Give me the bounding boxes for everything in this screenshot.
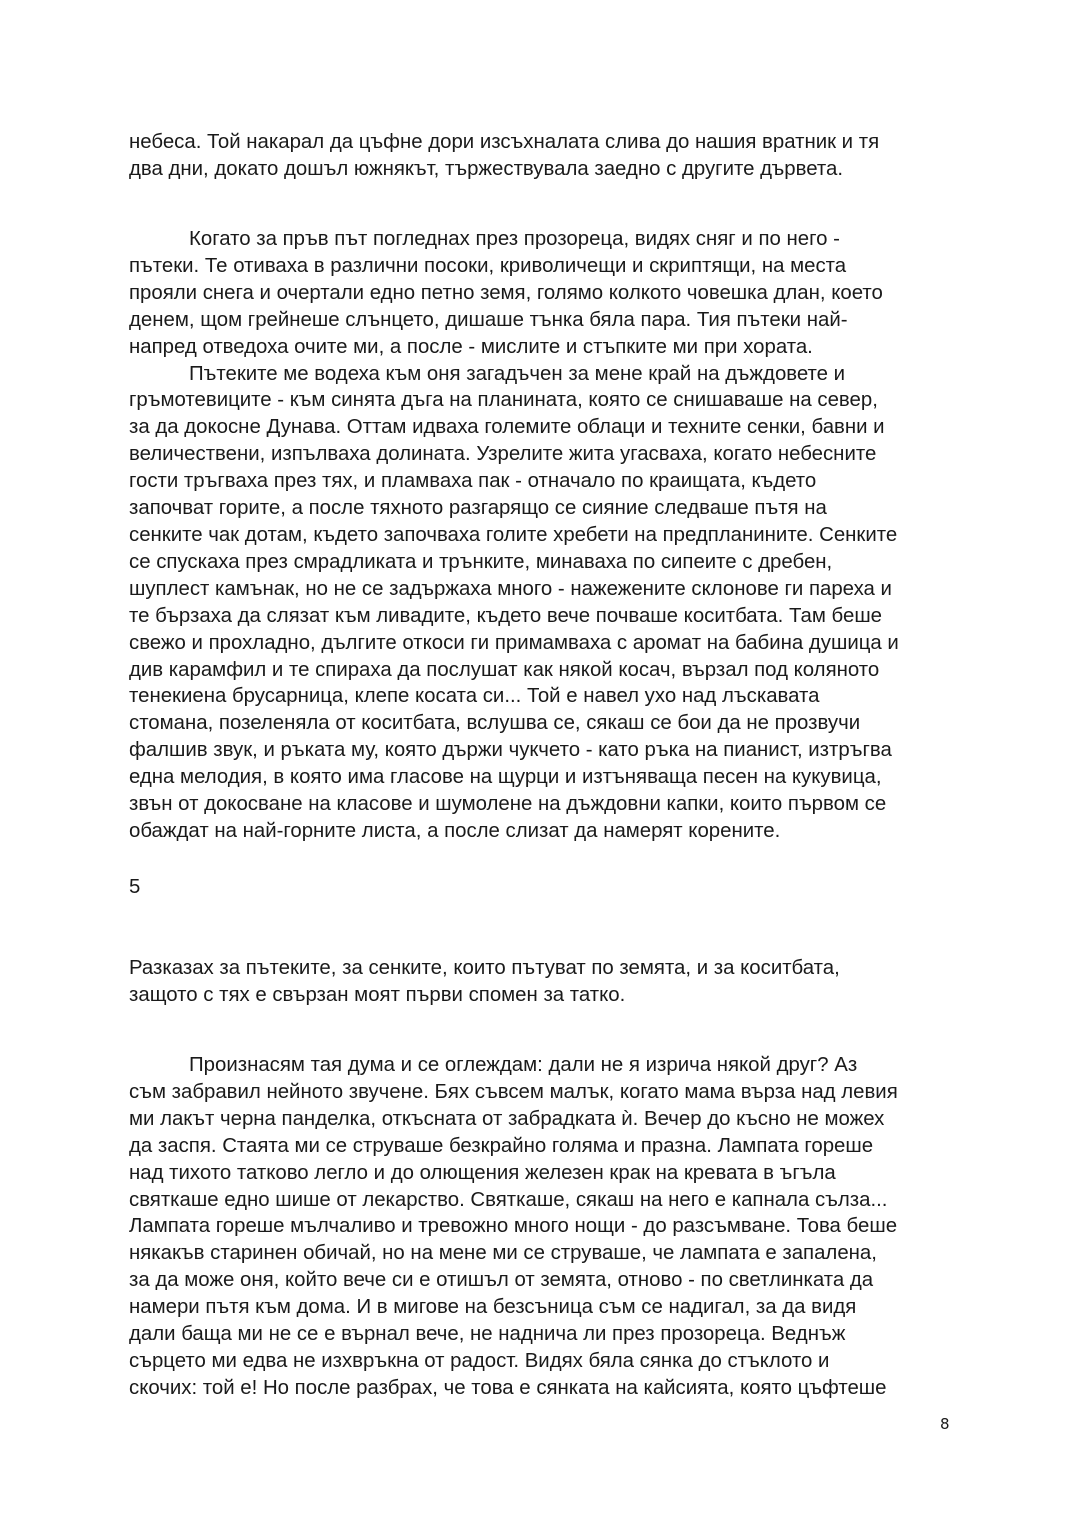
text-line: една мелодия, в която има гласове на щурци и изтъняваща песен на кукувица, [129,766,882,789]
text-line: сърцето ми едва не изхвръкна от радост. Видях бяла сянка до стъклото и [129,1349,830,1372]
paragraph-father [129,1052,964,1402]
text-line: започват горите, а после тяхното разгарящо се сияние следваше пътя на [129,497,827,520]
text-line: да заспя. Стаята ми се струваше безкрайно голяма и празна. Лампата гореше [129,1134,874,1157]
text-line: Произнасям тая дума и се оглеждам: дали не я изрича някой друг? Аз [189,1054,858,1076]
text-line: напред отведоха очите ми, а после - мислите и стъпките ми при хората. [129,335,813,358]
text-line: ми лакът черна панделка, откъсната от забрадката ѝ. Вечер до късно не можех [129,1107,885,1130]
text-line: обаждат на най-горните листа, а после слизат да намерят корените. [129,819,781,842]
paragraph-paths [129,226,964,845]
text-line: съм забравил нейното звучене. Бях съвсем малък, когато мама върза над левия [129,1080,898,1103]
text-line: защото с тях е свързан моят първи спомен за татко. [129,983,626,1006]
text-line: гръмотевиците - към синята дъга на планината, която се снишаваше на север, [129,389,878,412]
text-line: Разказах за пътеките, за сенките, които пътуват по земята, и за коситбата, [129,957,840,979]
text-line: някакъв старинен обичай, но на мене ми се струваше, че лампата е запалена, [129,1242,877,1265]
text-line: скочих: той е! Но после разбрах, че това е сянката на кайсията, която цъфтеше [129,1376,887,1399]
text-line: звън от докосване на класове и шумолене на дъждовни капки, които първом се [129,793,887,816]
paragraph-memory [129,955,964,1009]
text-line: тенекиена брусарница, клепе косата си... Той е навел ухо над лъскавата [129,685,820,708]
chapter-number: 5 [129,876,141,898]
text-line: сенките чак дотам, където започваха голите хребети на предпланините. Сенките [129,523,898,546]
text-line: величествени, изпълваха долината. Узрелите жита угасваха, когато небесните [129,443,877,466]
text-line: шуплест камънак, но не се задържаха много - нажежените склонове ги пареха и [129,577,892,600]
text-line: Лампата гореше мълчаливо и тревожно много нощи - до разсъмване. Това беше [129,1215,898,1238]
text-line: за да може оня, който вече си е отишъл от земята, отново - по светлинката да [129,1269,874,1292]
text-line: небеса. Той накарал да цъфне дори изсъхналата слива до нашия вратник и тя [129,131,880,153]
text-line: фалшив звук, и ръката му, която държи чукчето - като ръка на пианист, изтръгва [129,739,892,762]
text-line: див карамфил и те спираха да послушат как някой косач, вързал под коляното [129,658,880,681]
text-line: святкаше едно шише от лекарство. Святкаше, сякаш на него е капнала сълза... [129,1188,888,1211]
text-line: денем, щом грейнеше слънцето, дишаше тънка бяла пара. Тия пътеки най- [129,308,848,331]
page-number: 8 [940,1415,950,1433]
paragraph-shadows [129,361,964,845]
text-line: те бързаха да слязат към ливадите, където вече почваше коситбата. Там беше [129,604,883,627]
text-line: дали баща ми не се е върнал вече, не надничa ли през прозореца. Веднъж [129,1323,846,1346]
text-line: прояли снега и очертали едно петно земя, голямо колкото човешка длан, което [129,281,883,304]
text-line: свежо и прохладно, дългите откоси ги примамваха с аромат на бабина душица и [129,631,899,654]
chapter-heading [129,874,964,901]
text-line: стомана, позеленяла от коситбата, вслушва се, сякаш се бои да не прозвучи [129,712,861,735]
text-line: два дни, докато дошъл южнякът, тържествувала заедно с другите дървета. [129,157,844,180]
paragraph-continuation [129,129,964,183]
text-line: Пътеките ме водеха към оня загадъчен за мене край на дъждовете и [189,362,846,385]
text-line: над тихото татково легло и до олющения железен крак на кревата в ъгъла [129,1161,836,1184]
text-line: гости тръгваха през тях, и пламваха пак - отначало по краищата, където [129,470,817,493]
text-line: пътеки. Те отиваха в различни посоки, криволичещи и скриптящи, на места [129,254,847,277]
text-line: се спускаха през смрадликата и трънките, минаваха по сипеите с дребен, [129,550,833,573]
text-line: за да докосне Дунава. Оттам идваха големите облаци и техните сенки, бавни и [129,416,885,439]
text-line: Когато за пръв път погледнах през прозореца, видях сняг и по него - [189,228,840,250]
text-line: намери пътя към дома. И в мигове на безсъница съм се надигал, за да видя [129,1296,857,1319]
